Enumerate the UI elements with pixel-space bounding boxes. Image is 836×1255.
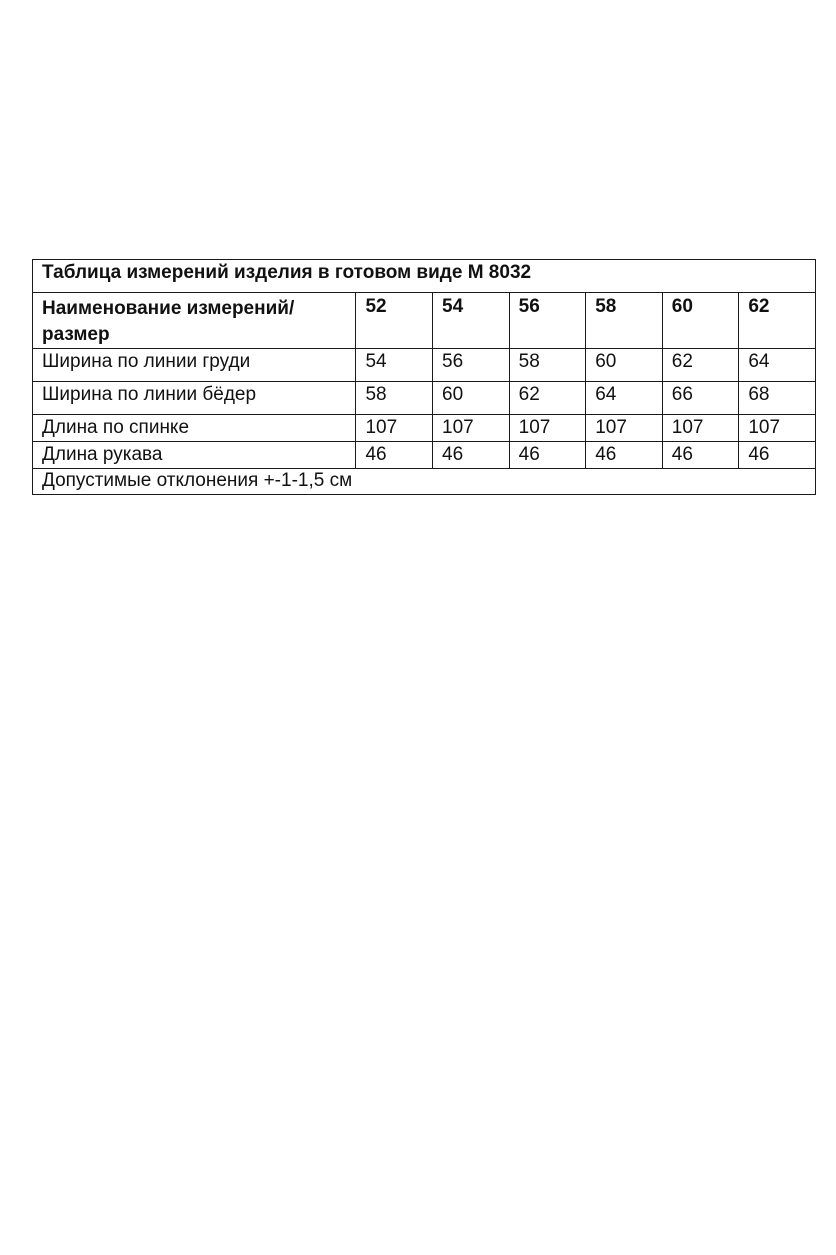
header-size-58: 58 <box>586 293 663 349</box>
table-cell: 60 <box>433 382 510 415</box>
table-cell: 107 <box>509 415 586 442</box>
table-row <box>33 382 816 415</box>
row-label-chest-width: Ширина по линии груди <box>33 349 356 382</box>
table-cell: 107 <box>739 415 816 442</box>
header-size-52: 52 <box>356 293 433 349</box>
table-cell: 54 <box>356 349 433 382</box>
table-cell: 107 <box>586 415 663 442</box>
header-measurement-label: Наименование измерений/размер <box>33 293 356 349</box>
header-size-62: 62 <box>739 293 816 349</box>
table-cell: 46 <box>662 442 739 469</box>
table-cell: 46 <box>586 442 663 469</box>
table-cell: 107 <box>662 415 739 442</box>
row-label-back-length: Длина по спинке <box>33 415 356 442</box>
table-cell: 46 <box>356 442 433 469</box>
table-cell: 68 <box>739 382 816 415</box>
table-title-row <box>33 260 816 293</box>
table-cell: 64 <box>586 382 663 415</box>
table-cell: 60 <box>586 349 663 382</box>
table-cell: 62 <box>662 349 739 382</box>
header-size-56: 56 <box>509 293 586 349</box>
table-cell: 107 <box>433 415 510 442</box>
table-title: Таблица измерений изделия в готовом виде М 8032 <box>33 260 816 293</box>
table-cell: 58 <box>509 349 586 382</box>
header-size-60: 60 <box>662 293 739 349</box>
table-row <box>33 349 816 382</box>
table-cell: 107 <box>356 415 433 442</box>
measurement-table <box>32 259 816 495</box>
table-row <box>33 415 816 442</box>
tolerance-note: Допустимые отклонения +-1-1,5 см <box>33 469 816 495</box>
table-cell: 66 <box>662 382 739 415</box>
row-label-hip-width: Ширина по линии бёдер <box>33 382 356 415</box>
table-cell: 56 <box>433 349 510 382</box>
table-cell: 46 <box>509 442 586 469</box>
header-size-54: 54 <box>433 293 510 349</box>
table-cell: 64 <box>739 349 816 382</box>
table-cell: 46 <box>433 442 510 469</box>
table-row <box>33 442 816 469</box>
table-cell: 62 <box>509 382 586 415</box>
table-header-row <box>33 293 816 349</box>
table-cell: 58 <box>356 382 433 415</box>
table-note-row <box>33 469 816 495</box>
row-label-sleeve-length: Длина рукава <box>33 442 356 469</box>
table-cell: 46 <box>739 442 816 469</box>
